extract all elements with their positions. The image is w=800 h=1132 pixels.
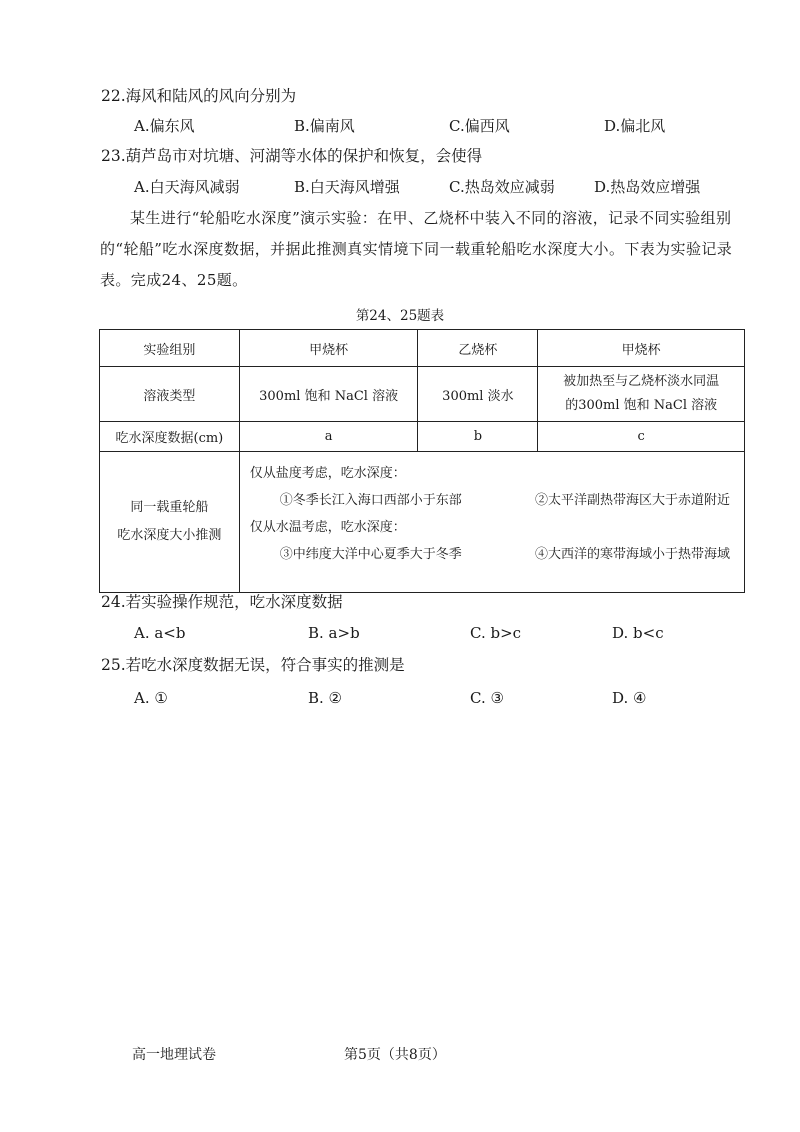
depth-data-row bbox=[100, 422, 745, 452]
question-22-option-c: C.偏西风 bbox=[449, 117, 510, 135]
header-beaker-jia-2: 甲烧杯 bbox=[538, 330, 745, 367]
solution-beaker-jia-2-line1: 被加热至与乙烧杯淡水同温 bbox=[563, 374, 720, 389]
header-beaker-jia-1: 甲烧杯 bbox=[239, 330, 418, 367]
question-24-option-d: D. b<c bbox=[612, 624, 664, 642]
question-25-option-c: C. ③ bbox=[470, 689, 504, 707]
inference-content bbox=[239, 452, 744, 593]
header-group: 实验组别 bbox=[100, 330, 240, 367]
question-24-option-c: C. b>c bbox=[470, 624, 522, 642]
solution-beaker-jia-1: 300ml 饱和 NaCl 溶液 bbox=[239, 367, 418, 422]
question-25-option-b: B. ② bbox=[308, 689, 343, 707]
temperature-intro: 仅从水温考虑，吃水深度： bbox=[249, 520, 406, 535]
depth-data-label: 吃水深度数据(cm) bbox=[100, 422, 240, 452]
question-23-option-b: B.白天海风增强 bbox=[294, 178, 400, 196]
inference-item-3: ③中纬度大洋中心夏季大于冬季 bbox=[279, 547, 462, 562]
depth-b: b bbox=[418, 422, 538, 452]
question-22-option-a: A.偏东风 bbox=[134, 117, 195, 135]
solution-type-row bbox=[100, 367, 745, 422]
depth-c: c bbox=[538, 422, 745, 452]
question-25-stem: 25.若吃水深度数据无误，符合事实的推测是 bbox=[101, 656, 405, 674]
experiment-passage: 某生进行“轮船吃水深度”演示实验：在甲、乙烧杯中装入不同的溶液，记录不同实验组别的“轮船”吃水深度数据，并据此推测真实情境下同一载重轮船吃水深度大小。下表为实验记录表。完成24、25题。 bbox=[100, 209, 733, 289]
inference-label bbox=[100, 452, 240, 593]
question-25-option-d: D. ④ bbox=[612, 689, 647, 707]
question-24-option-a: A. a<b bbox=[134, 624, 186, 642]
question-23-option-d: D.热岛效应增强 bbox=[594, 178, 701, 196]
footer-page-number: 第5页（共8页） bbox=[344, 1047, 446, 1063]
footer-subject: 高一地理试卷 bbox=[132, 1047, 216, 1063]
inference-item-4: ④大西洋的寒带海域小于热带海域 bbox=[534, 547, 730, 562]
question-23-option-c: C.热岛效应减弱 bbox=[449, 178, 555, 196]
question-22-option-b: B.偏南风 bbox=[294, 117, 355, 135]
inference-item-1: ①冬季长江入海口西部小于东部 bbox=[279, 493, 462, 508]
inference-label-line2: 吃水深度大小推测 bbox=[117, 528, 222, 543]
question-24-stem: 24.若实验操作规范，吃水深度数据 bbox=[101, 593, 343, 611]
inference-label-line1: 同一载重轮船 bbox=[130, 500, 209, 515]
question-22-stem: 22.海风和陆风的风向分别为 bbox=[101, 87, 297, 105]
depth-a: a bbox=[239, 422, 418, 452]
question-25-option-a: A. ① bbox=[134, 689, 168, 707]
table-caption: 第24、25题表 bbox=[355, 308, 445, 324]
solution-beaker-jia-2 bbox=[538, 367, 745, 422]
header-beaker-yi: 乙烧杯 bbox=[418, 330, 538, 367]
solution-beaker-yi: 300ml 淡水 bbox=[418, 367, 538, 422]
experiment-record-table bbox=[99, 329, 745, 593]
solution-type-label: 溶液类型 bbox=[100, 367, 240, 422]
question-22-option-d: D.偏北风 bbox=[604, 117, 666, 135]
question-23-option-a: A.白天海风减弱 bbox=[134, 178, 240, 196]
salinity-intro: 仅从盐度考虑，吃水深度： bbox=[249, 466, 406, 481]
question-24-option-b: B. a>b bbox=[308, 624, 360, 642]
table-header-row bbox=[100, 330, 745, 367]
inference-item-2: ②太平洋副热带海区大于赤道附近 bbox=[534, 493, 730, 508]
solution-beaker-jia-2-line2: 的300ml 饱和 NaCl 溶液 bbox=[565, 398, 718, 413]
inference-row bbox=[100, 452, 745, 593]
question-23-stem: 23.葫芦岛市对坑塘、河湖等水体的保护和恢复，会使得 bbox=[101, 147, 483, 165]
